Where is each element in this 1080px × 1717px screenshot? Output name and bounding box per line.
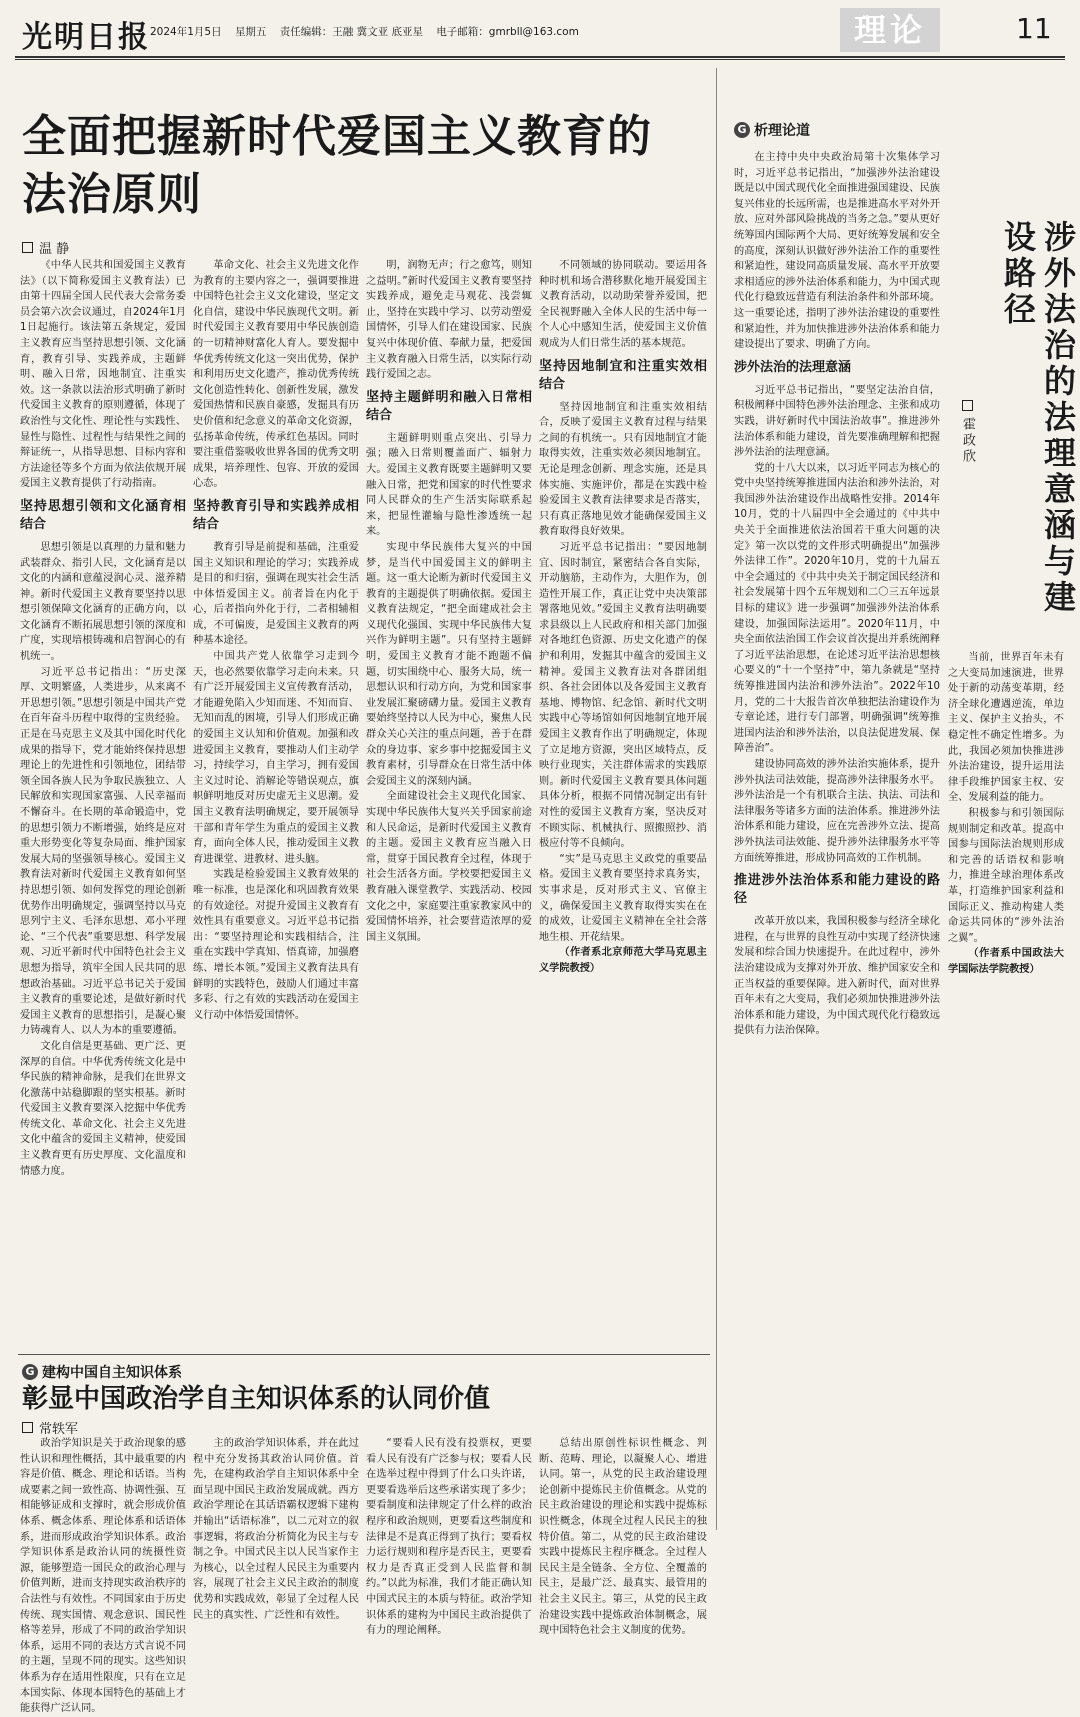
column-logo-icon: G xyxy=(22,1364,38,1380)
article2-tag: G 建构中国自主知识体系 xyxy=(22,1362,182,1382)
subhead: 坚持因地制宜和注重实效相结合 xyxy=(539,358,707,392)
email: 电子邮箱：gmrbll@163.com xyxy=(436,26,579,38)
article3-column-2: 当前，世界百年未有之大变局加速演进，世界处于新的动荡变革期，经济全球化遭遇逆流，单边主义、保护主义抬头，不稳定性不确定性增多。为此，我国必须加快推进涉外法治建设，提升运用法律手段维护国家主权、安全、发展利益的能力。 积极参与和引领国际规则制定和改革。提高中国参与国际法治规则形成和完善的话语权和影响力，推进全球治理体系改革，打造维护国家利益和国际正义、推动构建人类命运共同体的“涉外法治之翼”。 （作者系中国政法大学国际法学院教授） xyxy=(948,650,1064,1528)
editors: 责任编辑：王融 冀文亚 底亚星 xyxy=(279,26,423,38)
masthead-meta xyxy=(150,24,589,39)
header-rule-thin xyxy=(15,59,1065,60)
article1-credit: （作者系北京师范大学马克思主义学院教授） xyxy=(539,947,707,974)
article3-title: 涉外法治的法理意涵与建设路径 xyxy=(999,220,1077,616)
article3-credit: （作者系中国政法大学国际法学院教授） xyxy=(948,948,1064,975)
article3-column-1: 在主持中央中央政治局第十次集体学习时，习近平总书记指出，“加强涉外法治建设既是以中国式现代化全面推进强国建设、民族复兴伟业的长远所需，也是推进高水平对外开放、应对外部风险挑战的当务之急。”要从更好统筹国内国际两个大局、更好统筹发展和安全的高度，深刻认识做好涉外法治工作的重要性和紧迫性，建设同高质量发展、高水平开放要求相适应的涉外法治体系和能力，为中国式现代化行稳致远营造有利法治条件和外部环境。这一重要论述，指明了涉外法治建设的重要性和紧迫性，并为加快推进涉外法治体系和能力建设提出了要求、明确了方向。 涉外法治的法理意涵 习近平总书记指出，“要坚定法治自信，积极阐释中国特色涉外法治理念、主张和成功实践，讲好新时代中国法治故事”。推进涉外法治体系和能力建设，首先要准确理解和把握涉外法治的法理意涵。 党的十八大以来，以习近平同志为核心的党中央坚持统筹推进国内法治和涉外法治，对我国涉外法治建设作出战略性安排。2014年10月，党的十八届四中全会通过的《中共中央关于全面推进依法治国若干重大问题的决定》第一次以党的文件形式明确提出“加强涉外法律工作”。2020年10月，党的十九届五中全会通过的《中共中央关于制定国民经济和社会发展第十四个五年规划和二〇三五年远景目标的建议》进一步强调“加强涉外法治体系建设，加强国际法运用”。2020年11月，中央全面依法治国工作会议首次提出并系统阐释了习近平法治思想，在论述习近平法治思想核心要义的“十一个坚持”中，第九条就是“坚持统筹推进国内法治和涉外法治”。2022年10月，党的二十大报告首次单独把法治建设作为专章论述，进行专门部署，明确强调“统筹推进国内法治和涉外法治，以良法促进发展、保障善治”。 建设协同高效的涉外法治实施体系，提升涉外执法司法效能，提高涉外法律服务水平。涉外法治是一个有机联合主法、执法、司法和法律服务等诸多方面的法治体系。推进涉外法治体系和能力建设，应在完善涉外立法、提高涉外执法司法效能、提升涉外法律服务水平等方面统筹推进，形成协同高效的工作机制。 推进涉外法治体系和能力建设的路径 改革开放以来，我国积极参与经济全球化进程，在与世界的良性互动中实现了经济快速发展和综合国力快速提升。在此过程中，涉外法治建设成为支撑对外开放、维护国家安全和正当权益的重要保障。进入新时代，面对世界百年未有之大变局，我们必须加快推进涉外法治体系和能力建设，为中国式现代化行稳致远提供有力法治保障。 xyxy=(734,152,940,1037)
article1-byline: 温 静 xyxy=(22,238,69,257)
article2-column-2: 主的政治学知识体系，并在此过程中充分发扬其政治认同价值。首先，在建构政治学自主知识体系中全面呈现中国民主政治发展成就。西方政治学理论在其话语霸权逻辑下建构并输出“话语标准”，以二元对立的叙事逻辑，将政治分析简化为民主与专制之争。中国式民主以人民当家作主为核心，以全过程人民民主为重要内容，展现了社会主义民主政治的制度优势和实践成效，彰显了全过程人民民主的真实性、广泛性和有效性。 xyxy=(193,1438,359,1621)
newspaper-logo: 光明日报 xyxy=(22,20,150,55)
article2-byline: 常轶军 xyxy=(22,1418,78,1437)
subhead: 坚持主题鲜明和融入日常相结合 xyxy=(366,389,532,423)
issue-weekday: 星期五 xyxy=(234,26,267,38)
subhead: 坚持教育引导和实践养成相结合 xyxy=(193,498,359,532)
article2-column-3: “要看人民有没有投票权，更要看人民有没有广泛参与权；要看人民在选举过程中得到了什么口头许诺，更要看选举后这些承诺实现了多少；要看制度和法律规定了什么样的政治程序和政治规则，更要看这些制度和法律是不是真正得到了执行；要看权力运行规则和程序是否民主，更要看权力是否真正受到人民监督和制约。”以此为标准，我们才能正确认知中国式民主的本质与特征。政治学知识体系的建构为中国民主政治提供了有力的理论阐释。 xyxy=(366,1438,532,1637)
issue-date: 2024年1月5日 xyxy=(150,26,222,38)
article1-column-1: 《中华人民共和国爱国主义教育法》（以下简称爱国主义教育法）已由第十四届全国人民代表大会常务委员会第六次会议通过，自2024年1月1日起施行。该法第五条规定，爱国主义教育应当坚持思想引领、文化涵育，教育引导、实践养成，主题鲜明、融入日常，因地制宜、注重实效。这一条款以法治形式明确了新时代爱国主义教育的原则遵循，体现了政治性与文化性、理论性与实践性、显性与隐性、过程性与结果性之间的辩证统一，从指导思想、目标内容和方法途径等多个方面为依法依规开展爱国主义教育提供了行动指南。 坚持思想引领和文化涵育相结合 思想引领是以真理的力量和魅力武装群众、指引人民，文化涵育是以文化的内涵和意蕴浸润心灵、滋养精神。新时代爱国主义教育要坚持以思想引领保障文化涵育的正确方向，以文化涵育不断拓展思想引领的深度和广度，实现培根铸魂和启智润心的有机统一。 习近平总书记指出：“历史深厚、文明繁盛，人类进步，从来离不开思想引领。”思想引领是中国共产党在百年奋斗历程中取得的宝贵经验。正是在马克思主义及其中国化时代化成果的指导下，党才能始终保持思想理论上的先进性和引领地位，团结带领全国各族人民为争取民族独立、人民解放和实现国家富强、人民幸福而不懈奋斗。在长期的革命锻造中，党的思想引领力不断增强，始终是应对重大形势变化等复杂局面、维护国家发展大局的坚强领导核心。爱国主义教育法对新时代爱国主义教育如何坚持思想引领、如何发挥党的理论创新优势作出明确规定，强调坚持以马克思列宁主义、毛泽东思想、邓小平理论、“三个代表”重要思想、科学发展观、习近平新时代中国特色社会主义思想为指导，筑牢全国人民共同的思想政治基础。习近平总书记关于爱国主义教育的重要论述，是做好新时代爱国主义教育的思想指引，是凝心聚力铸魂育人、以人为本的重要遵循。 文化自信是更基础、更广泛、更深厚的自信。中华优秀传统文化是中华民族的精神命脉，是我们在世界文化激荡中站稳脚跟的坚实根基。新时代爱国主义教育要深入挖掘中华优秀传统文化、革命文化、社会主义先进文化中蕴含的爱国主义精神，使爱国主义教育更有历史厚度、文化温度和情感力度。 xyxy=(20,260,186,1177)
column-logo-icon: G xyxy=(734,122,750,138)
subhead: 涉外法治的法理意涵 xyxy=(734,359,852,375)
article3-byline: 霍政欣 xyxy=(958,400,977,500)
article3-tag: G 析理论道 xyxy=(734,120,810,140)
article2-title: 彰显中国政治学自主知识体系的认同价值 xyxy=(22,1384,491,1414)
article1-column-2: 革命文化、社会主义先进文化作为教育的主要内容之一，强调要推进中国特色社会主义文化建设，坚定文化自信，建设中华民族现代文明。新时代爱国主义教育要用中华民族创造的一切精神财富化人育人。要发掘中华优秀传统文化这一突出优势，保护和利用历史文化遗产，推动优秀传统文化创造性转化、创新性发展，激发爱国热情和民族自豪感，发掘具有历史价值和纪念意义的革命文化资源，弘扬革命传统，传承红色基因。同时要注重借鉴吸收世界各国的优秀文明成果，培养理性、包容、开放的爱国心态。 坚持教育引导和实践养成相结合 教育引导是前提和基础，注重爱国主义知识和理论的学习；实践养成是目的和归宿，强调在现实社会生活中体悟爱国主义。前者旨在内化于心，后者指向外化于行，二者相辅相成，不可偏废，是爱国主义教育的两种基本途径。 中国共产党人依靠学习走到今天，也必然要依靠学习走向未来。只有广泛开展爱国主义宣传教育活动，才能避免陷入少知而迷、不知而盲、无知而乱的困境，引导人们形成正确的爱国主义认知和价值观。加强和改进爱国主义教育，要推动人们主动学习，持续学习，自主学习，拥有爱国主义过时论、消解论等错误观点，旗帜鲜明地反对历史虚无主义思潮。爱国主义教育法明确规定，要开展领导干部和青年学生为重点的爱国主义教育，面向全体人民，推动爱国主义教育进课堂、进教材、进头脑。 实践是检验爱国主义教育效果的唯一标准，也是深化和巩固教育效果的有效途径。对提升爱国主义教育有效性具有重要意义。习近平总书记指出：“要坚持理论和实践相结合，注重在实践中学真知、悟真谛，加强磨练、增长本领。”爱国主义教育法具有鲜明的实践特色，鼓励人们通过丰富多彩、行之有效的实践活动在爱国主义行动中体悟爱国情怀。 xyxy=(193,260,359,1021)
subhead: 坚持思想引领和文化涵育相结合 xyxy=(20,498,186,532)
article2-column-1: 政治学知识是关于政治现象的感性认识和理性概括，其中最重要的内容是价值、概念、理论和话语。当构成要素之间一致性高、协调性强、互相能够证成和支撑时，就会形成价值体系、概念体系、理论体系和话语体系，进而形成政治学知识体系。政治学知识体系是政治认同的统摄性资源，能够塑造一国民众的政治心理与价值判断，进而支持现实政治秩序的合法性与有效性。不同国家由于历史传统、现实国情、观念意识、国民性格等差异，形成了不同的政治学知识体系，运用不同的表达方式言说不同的主题，呈现不同的现实。这些知识体系为存在适用性限度，只有在立足本国实际、体现本国特色的基础上才能获得广泛认同。 xyxy=(20,1438,186,1715)
page-number: 11 xyxy=(1016,12,1052,45)
section-label: 理论 xyxy=(840,8,940,52)
article1-column-3: 明，润物无声；行之愈笃，则知之益明。”新时代爱国主义教育要坚持实践养成，避免走马观花、浅尝辄止，坚持在实践中学习、以劳动塑爱国情怀，引导人们在建设国家、民族复兴中体现价值、奉献力量，把爱国主义教育融入日常生活，以实际行动践行爱国之志。 坚持主题鲜明和融入日常相结合 主题鲜明则重点突出、引导力强；融入日常则覆盖面广、辐射力大。爱国主义教育既要主题鲜明又要融入日常，把党和国家的时代性要求同人民群众的生产生活实际联系起来，把显性灌输与隐性渗透统一起来。 实现中华民族伟大复兴的中国梦，是当代中国爱国主义的鲜明主题。这一重大论断为新时代爱国主义教育的主题提供了明确依据。爱国主义教育法规定，“把全面建成社会主义现代化强国、实现中华民族伟大复兴作为鲜明主题”。只有坚持主题鲜明，爱国主义教育才能不跑题不偏题，切实围绕中心、服务大局，统一思想认识和行动方向，为党和国家事业发展汇聚磅礴力量。爱国主义教育要始终坚持以人民为中心，聚焦人民群众关心关注的重点问题，善于在群众的身边事、家乡事中挖掘爱国主义教育素材，引导群众在日常生活中体会爱国主义的深刻内涵。 全面建设社会主义现代化国家、实现中华民族伟大复兴关乎国家前途和人民命运，是新时代爱国主义教育的主题。爱国主义教育应当融入日常，贯穿于国民教育全过程，体现于社会生活各方面。学校要把爱国主义教育融入课堂教学、实践活动、校园文化之中，家庭要注重家教家风中的爱国情怀培养，社会要营造浓厚的爱国主义氛围。 xyxy=(366,260,532,943)
article2-column-4: 总结出原创性标识性概念、判断、范畴、理论，以凝聚人心、增进认同。第一，从党的民主政治建设理论创新中提炼民主价值概念。从党的民主政治建设的理论和实践中提炼标识性概念，体现全过程人民民主的独特价值。第二，从党的民主政治建设实践中提炼民主程序概念。全过程人民民主是全链条、全方位、全覆盖的民主，是最广泛、最真实、最管用的社会主义民主。第三，从党的民主政治建设实践中提炼政治体制概念，展现中国特色社会主义制度的优势。 xyxy=(539,1438,707,1637)
section-divider xyxy=(18,1354,710,1355)
article1-column-4: 不同领域的协同联动。要运用各种时机和场合潜移默化地开展爱国主义教育活动，以动助荣誉养爱国，把全民视野融入全体人民的生活中每一个人心中感知生活，使爱国主义价值观成为人们日常生活的基本规范。 坚持因地制宜和注重实效相结合 坚持因地制宜和注重实效相结合，反映了爱国主义教育过程与结果之间的有机统一。只有因地制宜才能取得实效，注重实效必须因地制宜。无论是理念创新、理念实施，还是具体实施、实施评价，都是在实践中检验爱国主义教育法律要求是否落实，只有真正落地见效才能确保爱国主义教育取得良好效果。 习近平总书记指出：“要因地制宜、因时制宜，紧密结合各自实际，开动脑筋，主动作为，大胆作为，创造性开展工作，真正让党中央决策部署落地见效。”爱国主义教育法明确要求县级以上人民政府和相关部门加强对各地红色资源、历史文化遗产的保护和利用，发掘其中蕴含的爱国主义精神。爱国主义教育法对各群团组织、各社会团体以及各爱国主义教育基地、博物馆、纪念馆、新时代文明实践中心等场馆如何因地制宜地开展爱国主义教育作出了明确规定，体现了立足地方资源，突出区域特点，反映行业现实，关注群体需求的实践原则。新时代爱国主义教育要具体问题具体分析，根据不同情况制定出有针对性的爱国主义教育方案，坚决反对不顾实际、机械执行、照搬照抄、消极应付等不良倾向。 “实”是马克思主义政党的重要品格。爱国主义教育要坚持求真务实，实事求是，反对形式主义、官僚主义，确保爱国主义教育取得实实在在的成效，让爱国主义精神在全社会落地生根、开花结果。 （作者系北京师范大学马克思主义学院教授） xyxy=(539,258,707,1350)
header-rule xyxy=(15,56,1065,58)
article1-title: 全面把握新时代爱国主义教育的 法治原则 xyxy=(22,111,652,220)
column-divider xyxy=(716,68,717,1530)
subhead: 推进涉外法治体系和能力建设的路径 xyxy=(734,873,940,907)
